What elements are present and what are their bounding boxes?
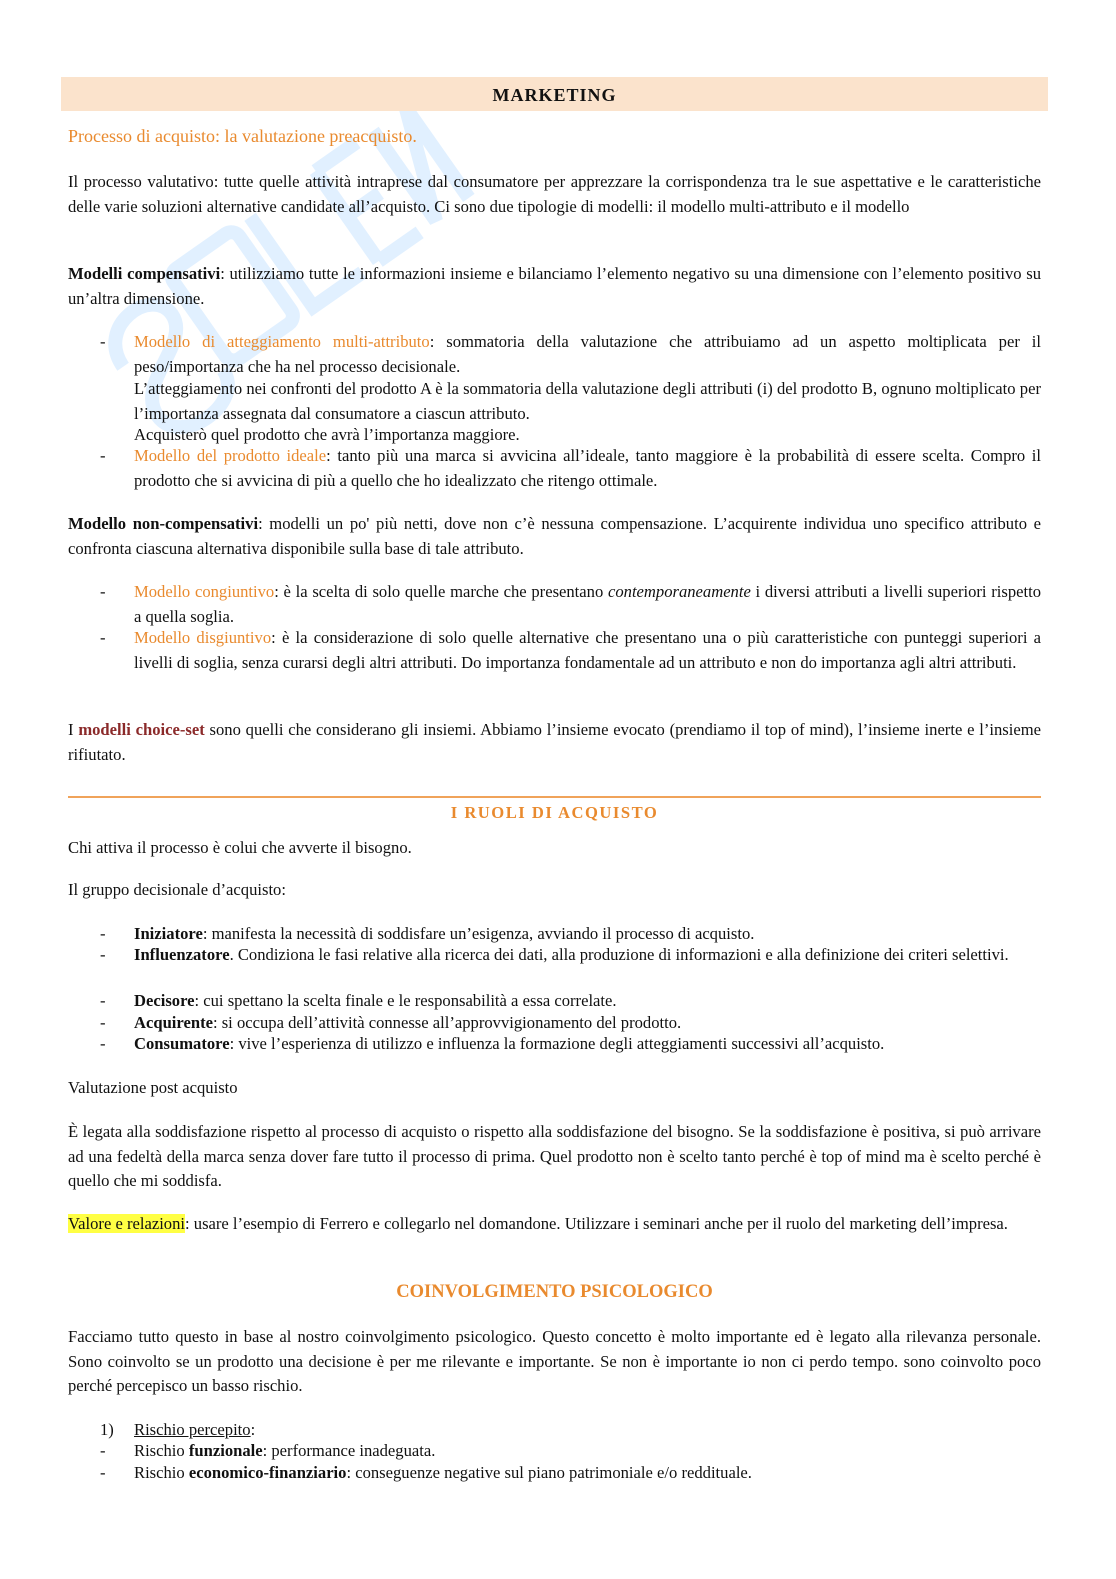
valore-relazioni-highlight: Valore e relazioni: [68, 1214, 186, 1233]
section-heading-ruoli: I RUOLI DI ACQUISTO: [450, 803, 659, 822]
role-label: Consumatore: [134, 1034, 230, 1053]
rischio-percepito-colon: :: [250, 1420, 256, 1439]
section-heading-valutazione: Processo di acquisto: la valutazione preacquisto.: [68, 126, 417, 146]
role-label: Influenzatore: [134, 945, 230, 964]
risk-prefix: Rischio: [134, 1463, 189, 1482]
post-acquisto-paragraph: È legata alla soddisfazione rispetto al processo di acquisto o rispetto alla soddisfazione del bisogno. Se la soddisfazione è positiva, si può arrivare ad una fedeltà della marca senza dover fare tutto il processo di prima. Quel prodotto non è scelto tanto perché è top of mind ma è scelto perché è quello che mi soddisfa.: [68, 1122, 1041, 1190]
risk-prefix: Rischio: [134, 1441, 189, 1460]
section-heading-coinvolgimento: COINVOLGIMENTO PSICOLOGICO: [396, 1282, 713, 1302]
choice-prefix: I: [68, 720, 79, 739]
disgiuntivo-label: Modello disgiuntivo: [134, 628, 272, 647]
intro-paragraph: Il processo valutativo: tutte quelle attività intraprese dal consumatore per apprezzare la corrispondenza tra le sue aspettative e le caratteristiche delle varie soluzioni alternative candidate all’acquisto. Ci sono due tipologie di modelli: il modello multi-attributo e il modello: [68, 172, 1041, 216]
multi-attributo-label: Modello di atteggiamento multi-attributo: [134, 332, 430, 351]
multi-attributo-extra2: Acquisterò quel prodotto che avrà l’importanza maggiore.: [134, 425, 520, 444]
bullet-dash: -: [100, 1441, 106, 1460]
bullet-dash: -: [100, 628, 106, 647]
multi-attributo-text: : sommatoria della valutazione che attribuiamo ad un aspetto moltiplicata per il peso/importanza che ha nel processo decisionale.: [134, 332, 1041, 376]
valore-relazioni-paragraph: [68, 1212, 1041, 1237]
risk-label: economico-finanziario: [188, 1463, 347, 1482]
role-text: : manifesta la necessità di soddisfare un’esigenza, avviando il processo di acquisto.: [202, 924, 755, 943]
congiuntivo-text-b: i diversi attributi a livelli superiori rispetto a quella soglia.: [134, 582, 1042, 626]
prodotto-ideale-label: Modello del prodotto ideale: [134, 446, 327, 465]
bullet-dash: -: [100, 332, 106, 351]
bullet-dash: -: [100, 1013, 106, 1032]
role-label: Iniziatore: [134, 924, 203, 943]
section-divider: [68, 796, 1041, 798]
valore-relazioni-text: : usare l’esempio di Ferrero e collegarlo nel domandone. Utilizzare i seminari anche per il ruolo del marketing dell’impresa.: [185, 1214, 1008, 1233]
non-compensativi-paragraph: [68, 512, 1041, 561]
non-compensativi-label: Modello non-compensativi: [68, 514, 259, 533]
ruoli-paragraph-2: Il gruppo decisionale d’acquisto:: [68, 880, 286, 899]
bullet-dash: -: [100, 582, 106, 601]
congiuntivo-label: Modello congiuntivo: [134, 582, 275, 601]
non-compensativi-text: : modelli un po' più netti, dove non c’è nessuna compensazione. L’acquirente individua uno specifico attributo e confronta ciascuna alternativa disponibile sulla base di tale attributo.: [68, 514, 1041, 558]
ruoli-paragraph-1: Chi attiva il processo è colui che avverte il bisogno.: [68, 838, 412, 857]
risk-label: funzionale: [188, 1441, 263, 1460]
document-title-banner: MARKETING: [61, 77, 1048, 111]
coinvolgimento-paragraph: Facciamo tutto questo in base al nostro coinvolgimento psicologico. Questo concetto è molto importante ed è legato alla rilevanza personale. Sono coinvolto se un prodotto una decisione è per me rilevante e importante. Se non è importante io non ci perdo tempo. sono coinvolto poco perché percepisco un basso rischio.: [68, 1327, 1041, 1395]
bullet-dash: -: [100, 924, 106, 943]
compensativi-text: : utilizziamo tutte le informazioni insieme e bilanciamo l’elemento negativo su una dimensione con l’elemento positivo su un’altra dimensione.: [68, 264, 1042, 308]
choice-set-text: sono quelli che considerano gli insiemi. Abbiamo l’insieme evocato (prendiamo il top of mind), l’insieme inerte e l’insieme rifiutato.: [68, 720, 1041, 764]
post-acquisto-title: Valutazione post acquisto: [68, 1078, 238, 1097]
rischio-percepito-label: Rischio percepito: [134, 1420, 251, 1439]
bullet-dash: -: [100, 991, 106, 1010]
bullet-dash: -: [100, 1463, 106, 1482]
role-text: . Condiziona le fasi relative alla ricerca dei dati, alla produzione di informazioni e alla definizione dei criteri selettivi.: [229, 945, 1009, 964]
congiuntivo-text-a: : è la scelta di solo quelle marche che presentano: [274, 582, 608, 601]
choice-set-paragraph: [68, 718, 1041, 767]
choice-set-label: modelli choice-set: [78, 720, 205, 739]
role-label: Decisore: [134, 991, 195, 1010]
role-text: : si occupa dell’attività connesse all’approvvigionamento del prodotto.: [212, 1013, 682, 1032]
role-text: : vive l’esperienza di utilizzo e influenza la formazione degli atteggiamenti successivi all’acquisto.: [229, 1034, 885, 1053]
risk-text: : performance inadeguata.: [262, 1441, 436, 1460]
bullet-dash: -: [100, 446, 106, 465]
compensativi-paragraph: [68, 262, 1041, 311]
prodotto-ideale-text: : tanto più una marca si avvicina all’ideale, tanto maggiore è la probabilità di essere scelta. Compro il prodotto che si avvicina di più a quello che ho idealizzato che ritengo ottimale.: [134, 446, 1042, 490]
disgiuntivo-text: : è la considerazione di solo quelle alternative che presentano una o più caratteristiche con punteggi superiori a livelli di soglia, senza curarsi degli altri attributi. Do importanza fondamentale ad un attributo e non do importanza agli altri attributi.: [134, 628, 1041, 672]
bullet-dash: -: [100, 945, 106, 964]
risk-text: : conseguenze negative sul piano patrimoniale e/o reddituale.: [346, 1463, 752, 1482]
role-label: Acquirente: [134, 1013, 213, 1032]
compensativi-label: Modelli compensativi: [68, 264, 221, 283]
bullet-dash: -: [100, 1034, 106, 1053]
congiuntivo-italic: contemporaneamente: [607, 582, 751, 601]
multi-attributo-extra1: L’atteggiamento nei confronti del prodotto A è la sommatoria della valutazione degli attributi (i) del prodotto B, ognuno moltiplicato per l’importanza assegnata dal consumatore a ciascun attributo.: [134, 379, 1041, 423]
list-number: 1): [100, 1420, 114, 1439]
role-text: : cui spettano la scelta finale e le responsabilità a essa correlate.: [194, 991, 617, 1010]
